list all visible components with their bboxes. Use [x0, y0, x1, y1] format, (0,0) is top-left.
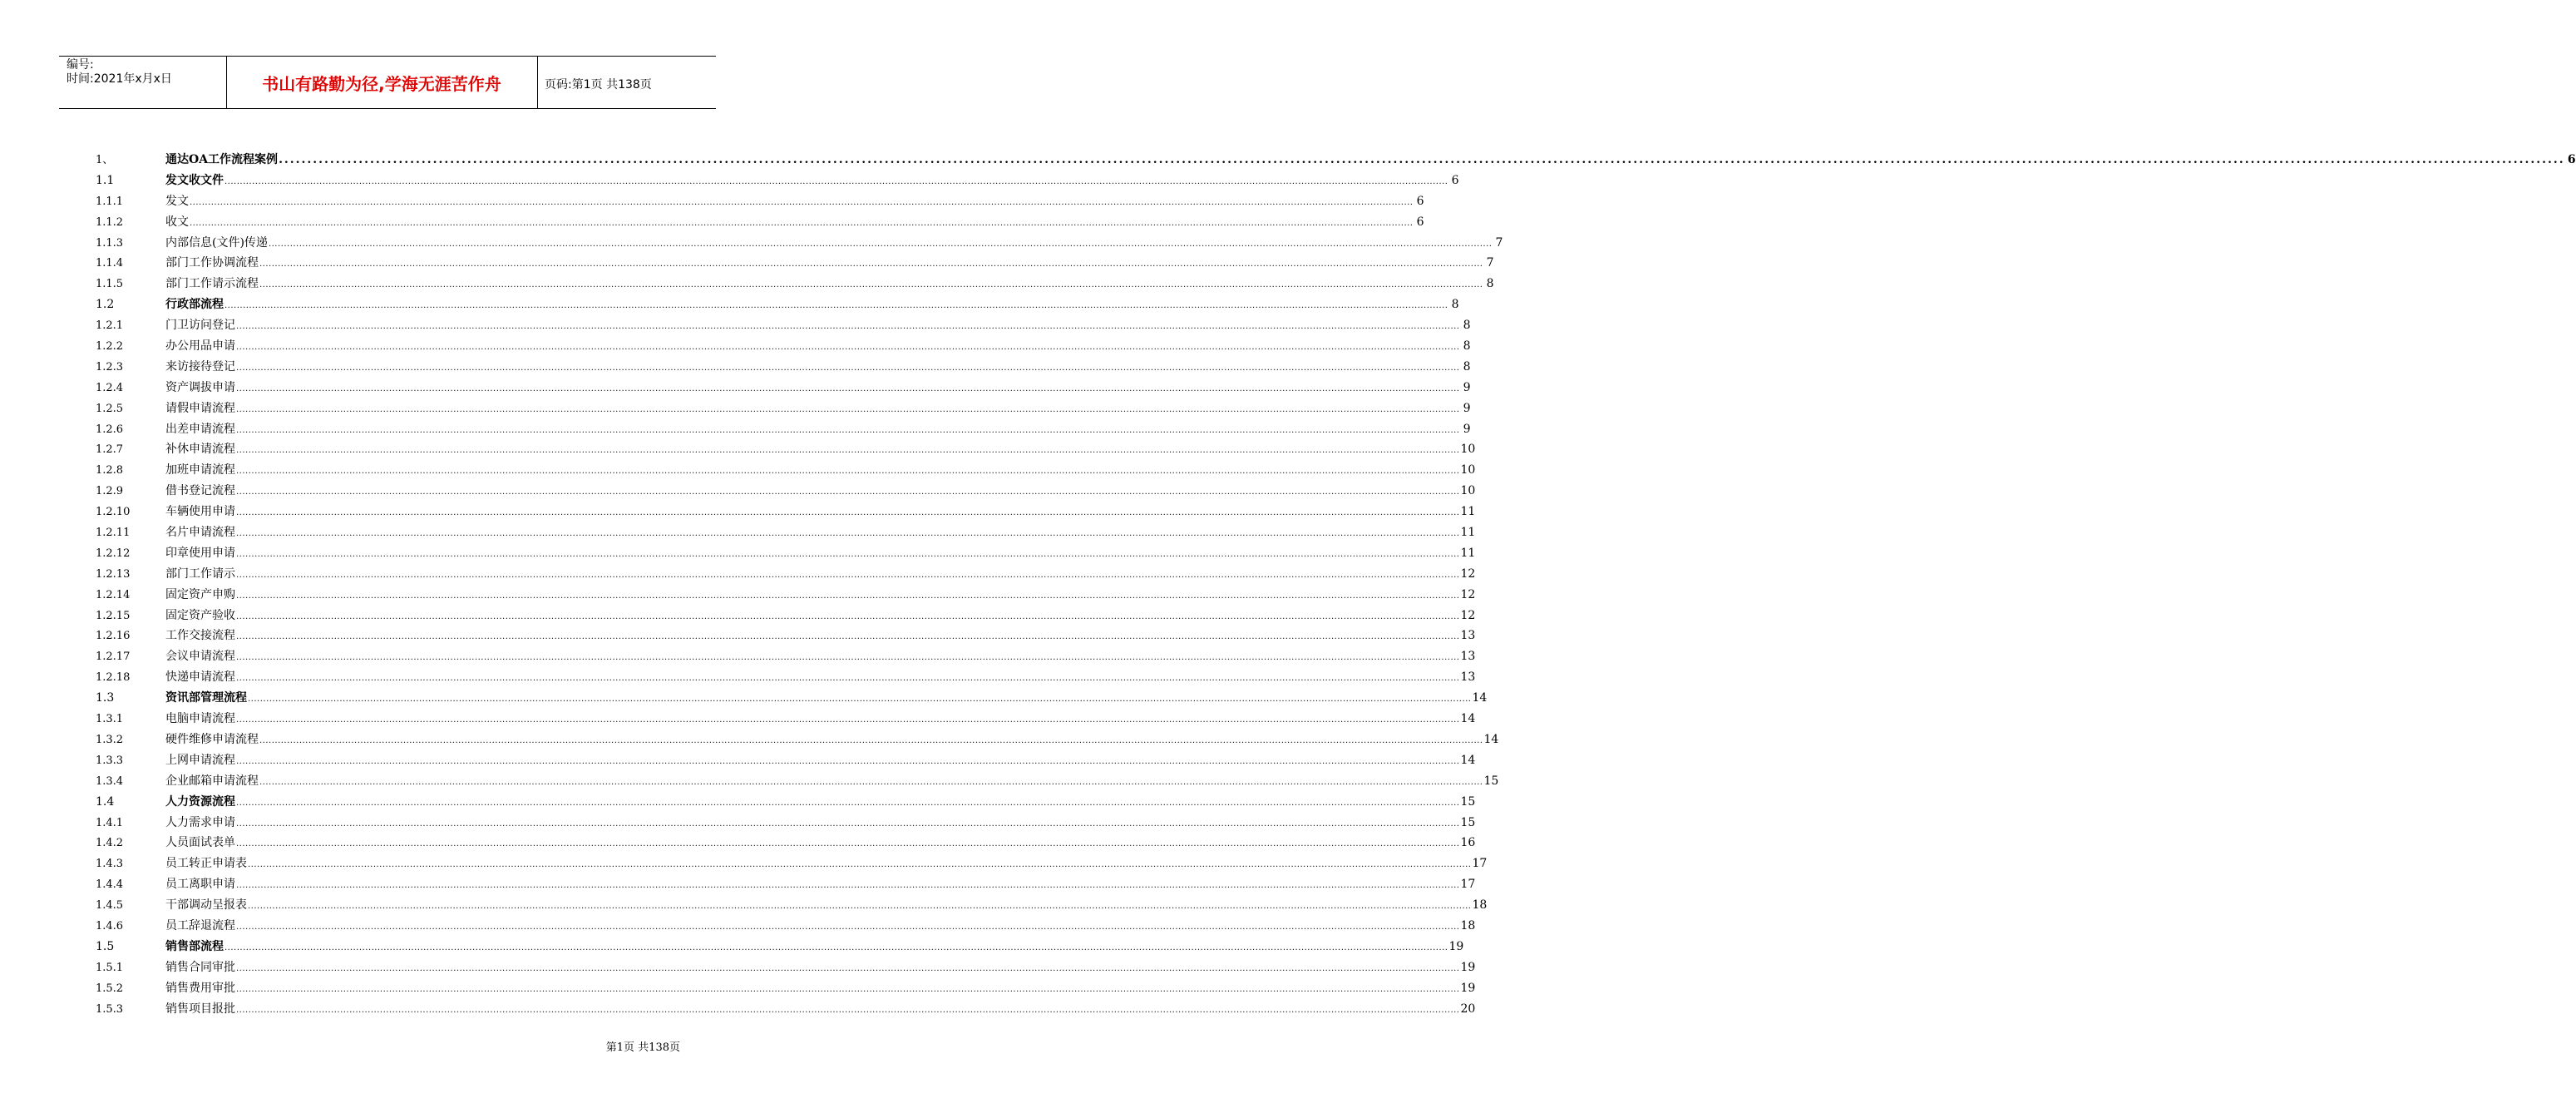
toc-entry-title: 请假申请流程	[165, 401, 235, 415]
toc-entry[interactable]	[96, 523, 1476, 544]
toc-entry-page: 11	[1460, 546, 1476, 560]
toc-dot-leader: ................................................................................................................................................................................................................................................................................................................................................................................................................	[236, 404, 1460, 414]
toc-entry[interactable]	[96, 213, 1424, 234]
toc-dot-leader: ................................................................................................................................................................................................................................................................................................................................................................................................................	[259, 280, 1483, 290]
toc-entry-number: 1.2.6	[96, 423, 124, 436]
toc-entry[interactable]	[96, 171, 1459, 192]
toc-dot-leader: ................................................................................................................................................................................................................................................................................................................................................................................................................	[236, 653, 1460, 663]
toc-entry[interactable]	[96, 565, 1476, 586]
toc-entry-page: 19	[1448, 939, 1464, 953]
toc-dot-leader: ................................................................................................................................................................................................................................................................................................................................................................................................................	[248, 695, 1472, 705]
header-motto: 书山有路勤为径,学海无涯苦作舟	[262, 74, 501, 94]
toc-entry-page: 19	[1460, 981, 1476, 995]
toc-entry-number: 1.2.13	[96, 567, 131, 581]
toc-entry-title: 部门工作请示流程	[165, 277, 259, 291]
toc-entry-title: 销售项目报批	[165, 1002, 235, 1016]
toc-entry-number: 1.1.3	[96, 236, 124, 250]
page-footer: 第1页 共138页	[605, 1041, 680, 1054]
toc-entry[interactable]	[96, 814, 1476, 834]
toc-dot-leader: ................................................................................................................................................................................................................................................................................................................................................................................................................	[248, 860, 1472, 870]
toc-entry[interactable]	[96, 378, 1471, 399]
toc-entry[interactable]	[96, 896, 1488, 917]
toc-entry-title: 快递申请流程	[165, 670, 235, 685]
toc-entry-number: 1.1	[96, 173, 115, 187]
toc-entry-number: 1.2.10	[96, 506, 131, 519]
toc-dot-leader: ................................................................................................................................................................................................................................................................................................................................................................................................................	[190, 218, 1414, 228]
toc-dot-leader: ................................................................................................................................................................................................................................................................................................................................................................................................................	[259, 735, 1483, 745]
toc-entry[interactable]	[96, 399, 1471, 420]
toc-entry-number: 1.2	[96, 298, 115, 312]
toc-entry-title: 加班申请流程	[165, 463, 235, 477]
toc-entry-page: 6	[1416, 215, 1424, 229]
toc-dot-leader: ................................................................................................................................................................................................................................................................................................................................................................................................................	[259, 260, 1483, 270]
toc-entry-page: 15	[1483, 774, 1499, 788]
toc-entry-title: 行政部流程	[165, 298, 224, 312]
toc-entry-page: 12	[1460, 608, 1476, 622]
toc-entry-number: 1.1.4	[96, 257, 124, 270]
toc-dot-leader: ................................................................................................................................................................................................................................................................................................................................................................................................................	[236, 715, 1460, 725]
toc-dot-leader: ................................................................................................................................................................................................................................................................................................................................................................................................................	[236, 425, 1460, 435]
toc-entry-page: 16	[1460, 836, 1476, 850]
toc-entry-page: 10	[1460, 463, 1476, 477]
toc-entry-page: 13	[1460, 650, 1476, 664]
toc-entry-number: 1.1.2	[96, 215, 124, 229]
toc-entry-title: 销售部流程	[165, 939, 224, 953]
toc-entry-number: 1.2.17	[96, 651, 131, 664]
toc-entry[interactable]	[96, 192, 1424, 213]
toc-dot-leader: ................................................................................................................................................................................................................................................................................................................................................................................................................	[236, 591, 1460, 601]
toc-entry-title: 硬件维修申请流程	[165, 732, 259, 746]
toc-entry-title: 收文	[165, 215, 189, 229]
toc-dot-leader: ................................................................................................................................................................................................................................................................................................................................................................................................................	[225, 301, 1448, 311]
toc-entry-title: 部门工作请示	[165, 566, 235, 581]
toc-dot-leader: ................................................................................................................................................................................................................................................................................................................................................................................................................	[236, 487, 1460, 497]
toc-dot-leader: ................................................................................................................................................................................................................................................................................................................................................................................................................	[236, 611, 1460, 621]
toc-entry[interactable]	[96, 689, 1488, 710]
toc-entry[interactable]	[96, 358, 1471, 378]
toc-entry-page: 11	[1460, 526, 1476, 540]
toc-entry-page: 8	[1463, 359, 1471, 373]
toc-entry-page: 6	[1451, 173, 1459, 187]
toc-dot-leader: ................................................................................................................................................................................................................................................................................................................................................................................................................	[225, 176, 1448, 186]
toc-entry-title: 上网申请流程	[165, 753, 235, 767]
toc-entry-page: 15	[1460, 794, 1476, 809]
toc-entry[interactable]	[96, 772, 1499, 793]
toc-entry-title: 企业邮箱申请流程	[165, 774, 259, 788]
toc-entry-title: 资产调拔申请	[165, 380, 235, 394]
toc-entry-title: 门卫访问登记	[165, 319, 235, 333]
toc-entry[interactable]	[96, 626, 1476, 647]
toc-dot-leader: ................................................................................................................................................................................................................................................................................................................................................................................................................	[236, 963, 1460, 973]
toc-entry-page: 14	[1472, 691, 1488, 705]
toc-entry[interactable]	[96, 316, 1471, 337]
toc-dot-leader: ................................................................................................................................................................................................................................................................................................................................................................................................................	[236, 922, 1460, 932]
toc-dot-leader: ................................................................................................................................................................................................................................................................................................................................................................................................................	[236, 632, 1460, 642]
toc-entry-number: 1.5.2	[96, 982, 124, 995]
toc-entry[interactable]	[96, 710, 1476, 730]
toc-entry-number: 1.5.1	[96, 961, 124, 974]
toc-entry-number: 1.3.1	[96, 713, 124, 726]
toc-dot-leader: ................................................................................................................................................................................................................................................................................................................................................................................................................	[225, 942, 1448, 952]
toc-entry-number: 1.2.14	[96, 588, 131, 601]
toc-entry[interactable]	[96, 606, 1476, 627]
document-number-label: 编号:	[67, 58, 94, 72]
toc-entry-title: 销售合同审批	[165, 960, 235, 974]
toc-entry-number: 1.4.1	[96, 816, 124, 829]
toc-entry[interactable]	[96, 730, 1499, 751]
toc-entry-title: 干部调动呈报表	[165, 898, 247, 913]
toc-entry-page: 9	[1463, 401, 1471, 415]
toc-entry-number: 1.4.5	[96, 899, 124, 913]
toc-entry[interactable]	[96, 586, 1476, 606]
toc-entry[interactable]	[96, 295, 1459, 316]
toc-entry[interactable]	[96, 647, 1476, 668]
toc-entry-number: 1.5	[96, 939, 115, 953]
page-header	[59, 56, 716, 109]
toc-dot-leader: ................................................................................................................................................................................................................................................................................................................................................................................................................	[236, 570, 1460, 580]
toc-dot-leader: ................................................................................................................................................................................................................................................................................................................................................................................................................	[248, 902, 1472, 912]
toc-entry[interactable]	[96, 275, 1494, 295]
toc-entry[interactable]	[96, 751, 1476, 772]
toc-entry-title: 人力需求申请	[165, 815, 235, 829]
toc-entry-page: 6	[1416, 194, 1424, 208]
toc-entry-page: 6	[2567, 153, 2576, 166]
toc-dot-leader: ................................................................................................................................................................................................................................................................................................................................................................................................................	[236, 881, 1460, 891]
toc-entry[interactable]	[96, 234, 1503, 255]
toc-entry-page: 11	[1460, 505, 1476, 519]
toc-entry-title: 来访接待登记	[165, 359, 235, 373]
toc-entry[interactable]	[96, 979, 1476, 1000]
toc-dot-leader: ................................................................................................................................................................................................................................................................................................................................................................................................................	[279, 153, 2565, 166]
toc-dot-leader: ................................................................................................................................................................................................................................................................................................................................................................................................................	[236, 529, 1460, 539]
toc-entry-number: 1.2.5	[96, 402, 124, 415]
toc-entry-number: 1.1.5	[96, 278, 124, 291]
toc-entry[interactable]	[96, 151, 2576, 171]
toc-entry-page: 12	[1460, 587, 1476, 601]
toc-entry-title: 会议申请流程	[165, 650, 235, 664]
toc-entry-number: 1.3	[96, 691, 115, 705]
toc-entry-title: 出差申请流程	[165, 422, 235, 436]
toc-dot-leader: ................................................................................................................................................................................................................................................................................................................................................................................................................	[236, 549, 1460, 559]
toc-entry[interactable]	[96, 482, 1476, 502]
toc-entry-page: 13	[1460, 670, 1476, 685]
toc-entry-number: 1.4.3	[96, 858, 124, 871]
toc-entry-number: 1.2.2	[96, 340, 124, 354]
header-divider	[537, 57, 538, 108]
toc-entry-number: 1.3.3	[96, 754, 124, 767]
toc-entry-title: 通达OA工作流程案例	[165, 153, 279, 166]
toc-entry[interactable]	[96, 254, 1494, 275]
toc-entry-title: 工作交接流程	[165, 629, 235, 643]
toc-entry-page: 9	[1463, 422, 1471, 436]
toc-entry-title: 人力资源流程	[165, 794, 235, 809]
toc-entry-number: 1.2.7	[96, 443, 124, 457]
toc-entry-title: 电脑申请流程	[165, 712, 235, 726]
toc-entry-number: 1.1.1	[96, 195, 124, 208]
toc-entry[interactable]	[96, 793, 1476, 814]
toc-entry-title: 资讯部管理流程	[165, 691, 247, 705]
toc-entry-number: 1.2.4	[96, 381, 124, 394]
toc-dot-leader: ................................................................................................................................................................................................................................................................................................................................................................................................................	[236, 756, 1460, 766]
toc-entry-number: 1.2.11	[96, 527, 131, 540]
toc-dot-leader: ................................................................................................................................................................................................................................................................................................................................................................................................................	[236, 819, 1460, 829]
toc-entry-title: 人员面试表单	[165, 836, 235, 850]
toc-entry-page: 14	[1483, 732, 1499, 746]
toc-entry[interactable]	[96, 937, 1464, 958]
toc-entry-page: 17	[1460, 878, 1476, 892]
toc-entry-title: 办公用品申请	[165, 339, 235, 354]
toc-dot-leader: ................................................................................................................................................................................................................................................................................................................................................................................................................	[236, 508, 1460, 518]
toc-entry-number: 1.4.6	[96, 919, 124, 932]
toc-dot-leader: ................................................................................................................................................................................................................................................................................................................................................................................................................	[236, 674, 1460, 684]
toc-dot-leader: ................................................................................................................................................................................................................................................................................................................................................................................................................	[236, 446, 1460, 456]
toc-dot-leader: ................................................................................................................................................................................................................................................................................................................................................................................................................	[236, 1005, 1460, 1015]
toc-entry-number: 1.2.1	[96, 319, 124, 333]
toc-entry-number: 1.2.12	[96, 547, 131, 560]
toc-entry-page: 8	[1486, 277, 1494, 291]
toc-entry-title: 印章使用申请	[165, 546, 235, 560]
toc-entry-number: 1.4.4	[96, 878, 124, 892]
toc-entry-title: 发文收文件	[165, 173, 224, 187]
toc-entry[interactable]	[96, 875, 1476, 896]
toc-entry[interactable]	[96, 440, 1476, 461]
toc-entry-title: 发文	[165, 194, 189, 208]
toc-entry[interactable]	[96, 854, 1488, 875]
toc-dot-leader: ................................................................................................................................................................................................................................................................................................................................................................................................................	[268, 239, 1493, 249]
header-meta	[67, 58, 172, 87]
toc-dot-leader: ................................................................................................................................................................................................................................................................................................................................................................................................................	[236, 363, 1460, 373]
toc-entry-number: 1.2.8	[96, 464, 124, 477]
toc-entry-number: 1.3.2	[96, 733, 124, 746]
toc-entry-number: 1.2.16	[96, 630, 131, 643]
toc-entry-title: 固定资产验收	[165, 608, 235, 622]
toc-entry[interactable]	[96, 544, 1476, 565]
toc-entry[interactable]	[96, 958, 1476, 979]
toc-dot-leader: ................................................................................................................................................................................................................................................................................................................................................................................................................	[259, 777, 1483, 787]
toc-entry-page: 14	[1460, 753, 1476, 767]
table-of-contents	[96, 151, 2576, 1020]
toc-entry-number: 1.4.2	[96, 837, 124, 850]
toc-entry[interactable]	[96, 337, 1471, 358]
toc-entry-page: 8	[1463, 319, 1471, 333]
toc-entry-page: 10	[1460, 443, 1476, 457]
toc-entry-title: 车辆使用申请	[165, 505, 235, 519]
toc-dot-leader: ................................................................................................................................................................................................................................................................................................................................................................................................................	[190, 197, 1414, 207]
toc-entry-title: 名片申请流程	[165, 526, 235, 540]
toc-entry-number: 1.5.3	[96, 1002, 124, 1016]
toc-entry-number: 1.4	[96, 794, 115, 809]
toc-entry-page: 18	[1472, 898, 1488, 913]
toc-entry-page: 8	[1463, 339, 1471, 354]
toc-dot-leader: ................................................................................................................................................................................................................................................................................................................................................................................................................	[236, 467, 1460, 477]
toc-entry[interactable]	[96, 461, 1476, 482]
toc-entry-title: 销售费用审批	[165, 981, 235, 995]
toc-dot-leader: ................................................................................................................................................................................................................................................................................................................................................................................................................	[236, 839, 1460, 849]
toc-entry-number: 1.2.15	[96, 609, 131, 622]
toc-dot-leader: ................................................................................................................................................................................................................................................................................................................................................................................................................	[236, 383, 1460, 393]
toc-entry-title: 部门工作协调流程	[165, 256, 259, 270]
toc-entry-title: 固定资产申购	[165, 587, 235, 601]
toc-entry-page: 9	[1463, 380, 1471, 394]
toc-entry-page: 7	[1495, 235, 1503, 250]
toc-entry-page: 19	[1460, 960, 1476, 974]
toc-entry-title: 员工辞退流程	[165, 918, 235, 932]
toc-dot-leader: ................................................................................................................................................................................................................................................................................................................................................................................................................	[236, 798, 1460, 808]
toc-entry-page: 12	[1460, 566, 1476, 581]
toc-entry-number: 1.3.4	[96, 774, 124, 788]
toc-entry-title: 内部信息(文件)传递	[165, 235, 268, 250]
toc-entry[interactable]	[96, 668, 1476, 689]
toc-entry-page: 17	[1472, 857, 1488, 871]
toc-entry-page: 10	[1460, 484, 1476, 498]
toc-entry-title: 补休申请流程	[165, 443, 235, 457]
toc-entry-page: 15	[1460, 815, 1476, 829]
toc-entry[interactable]	[96, 1000, 1476, 1021]
toc-entry-page: 8	[1451, 298, 1459, 312]
toc-entry-title: 员工转正申请表	[165, 857, 247, 871]
toc-entry-title: 员工离职申请	[165, 878, 235, 892]
toc-entry-page: 20	[1460, 1002, 1476, 1016]
toc-entry[interactable]	[96, 420, 1471, 441]
toc-entry-page: 18	[1460, 918, 1476, 932]
toc-entry-number: 1.2.9	[96, 485, 124, 498]
toc-entry-page: 14	[1460, 712, 1476, 726]
document-time-label: 时间:2021年x月x日	[67, 72, 172, 86]
header-page-number: 页码:第1页 共138页	[545, 78, 652, 92]
toc-entry-page: 7	[1486, 256, 1494, 270]
toc-dot-leader: ................................................................................................................................................................................................................................................................................................................................................................................................................	[236, 984, 1460, 994]
toc-dot-leader: ................................................................................................................................................................................................................................................................................................................................................................................................................	[236, 343, 1460, 353]
toc-entry-number: 1、	[96, 154, 114, 166]
toc-entry-title: 借书登记流程	[165, 484, 235, 498]
toc-entry-number: 1.2.18	[96, 671, 131, 685]
toc-dot-leader: ................................................................................................................................................................................................................................................................................................................................................................................................................	[236, 322, 1460, 332]
toc-entry-page: 13	[1460, 629, 1476, 643]
toc-entry[interactable]	[96, 834, 1476, 854]
toc-entry[interactable]	[96, 502, 1476, 523]
toc-entry[interactable]	[96, 917, 1476, 937]
toc-entry-number: 1.2.3	[96, 360, 124, 373]
